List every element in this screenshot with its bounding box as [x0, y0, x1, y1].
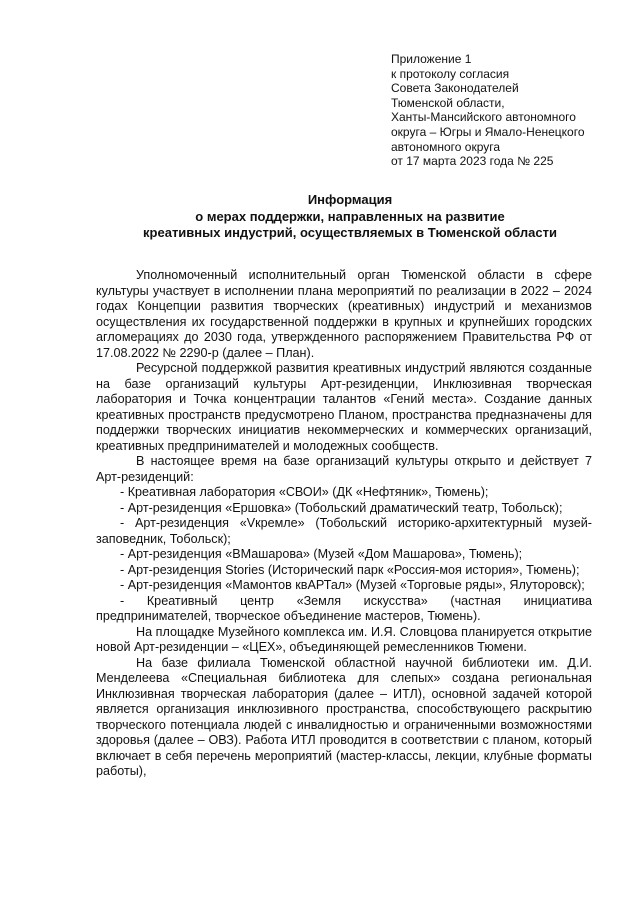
list-item: - Креативный центр «Земля искусства» (частная инициатива предпринимателей, творческое объединение мастеров, Тюмень).: [96, 593, 592, 623]
paragraph: Уполномоченный исполнительный орган Тюменской области в сфере культуры участвует в исполнении плана мероприятий по реализации в 2022 – 2024 годах Концепции развития творческих (креативных) индустрий и механизмов осуществления их государственной поддержки в крупных и крупнейших городских агломерациях до 2030 года, утвержденного распоряжением Правительства РФ от 17.08.2022 № 2290-р (далее – План).: [96, 268, 592, 360]
appendix-line: Ханты-Мансийского автономного: [391, 110, 576, 125]
document-body: [96, 268, 592, 780]
appendix-line: Совета Законодателей: [391, 81, 519, 96]
list-item: - Арт-резиденция Stories (Исторический парк «Россия-моя история», Тюмень);: [120, 562, 580, 577]
appendix-line: к протоколу согласия: [391, 66, 510, 81]
paragraph: Ресурсной поддержкой развития креативных индустрий являются созданные на базе организаций культуры Арт-резиденции, Инклюзивная творческая лаборатория и Точка концентрации талантов «Гений места». Создание данных креативных пространств предусмотрено Планом, пространства предназначены для поддержки творческих инициатив некоммерческих и коммерческих организаций, креативных предпринимателей и молодежных сообществ.: [96, 361, 592, 453]
list-item: - Арт-резиденция «ВМашарова» (Музей «Дом Машарова», Тюмень);: [120, 547, 523, 561]
title-line: Информация: [307, 192, 393, 207]
paragraph: На площадке Музейного комплекса им. И.Я. Словцова планируется открытие новой Арт-резиденции – «ЦЕХ», объединяющей ремесленников Тюмени.: [96, 624, 592, 654]
appendix-line: Приложение 1: [391, 52, 472, 66]
title-line: креативных индустрий, осуществляемых в Тюменской области: [143, 225, 557, 240]
document-title: [90, 192, 610, 242]
list-item: - Креативная лаборатория «СВОИ» (ДК «Нефтяник», Тюмень);: [120, 485, 489, 499]
paragraph: На базе филиала Тюменской областной научной библиотеки им. Д.И. Менделеева «Специальная библиотека для слепых» создана региональная Инклюзивная творческая лаборатория (далее – ИТЛ), основной задачей которой является организация инклюзивного пространства, способствующего раскрытию творческого потенциала людей с инвалидностью и ограниченными возможностями здоровья (далее – ОВЗ). Работа ИТЛ проводится в соответствии с планом, который включает в себя перечень мероприятий (мастер-классы, лекции, клубные форматы работы),: [96, 655, 592, 778]
appendix-line: от 17 марта 2023 года № 225: [391, 154, 554, 169]
title-line: о мерах поддержки, направленных на развитие: [195, 208, 505, 224]
appendix-line: автономного округа: [391, 139, 501, 154]
appendix-line: округа – Югры и Ямало-Ненецкого: [391, 124, 585, 139]
paragraph: В настоящее время на базе организаций культуры открыто и действует 7 Арт-резиденций:: [96, 454, 592, 484]
appendix-block: [391, 52, 621, 169]
list-item: - Арт-резиденция «Vкремле» (Тобольский историко-архитектурный музей-заповедник, Тобольск);: [96, 516, 592, 546]
list-item: - Арт-резиденция «Ершовка» (Тобольский драматический театр, Тобольск);: [120, 500, 563, 515]
list-item: - Арт-резиденция «Мамонтов квАРТал» (Музей «Торговые ряды», Ялуторовск);: [120, 578, 585, 592]
appendix-line: Тюменской области,: [391, 95, 505, 110]
